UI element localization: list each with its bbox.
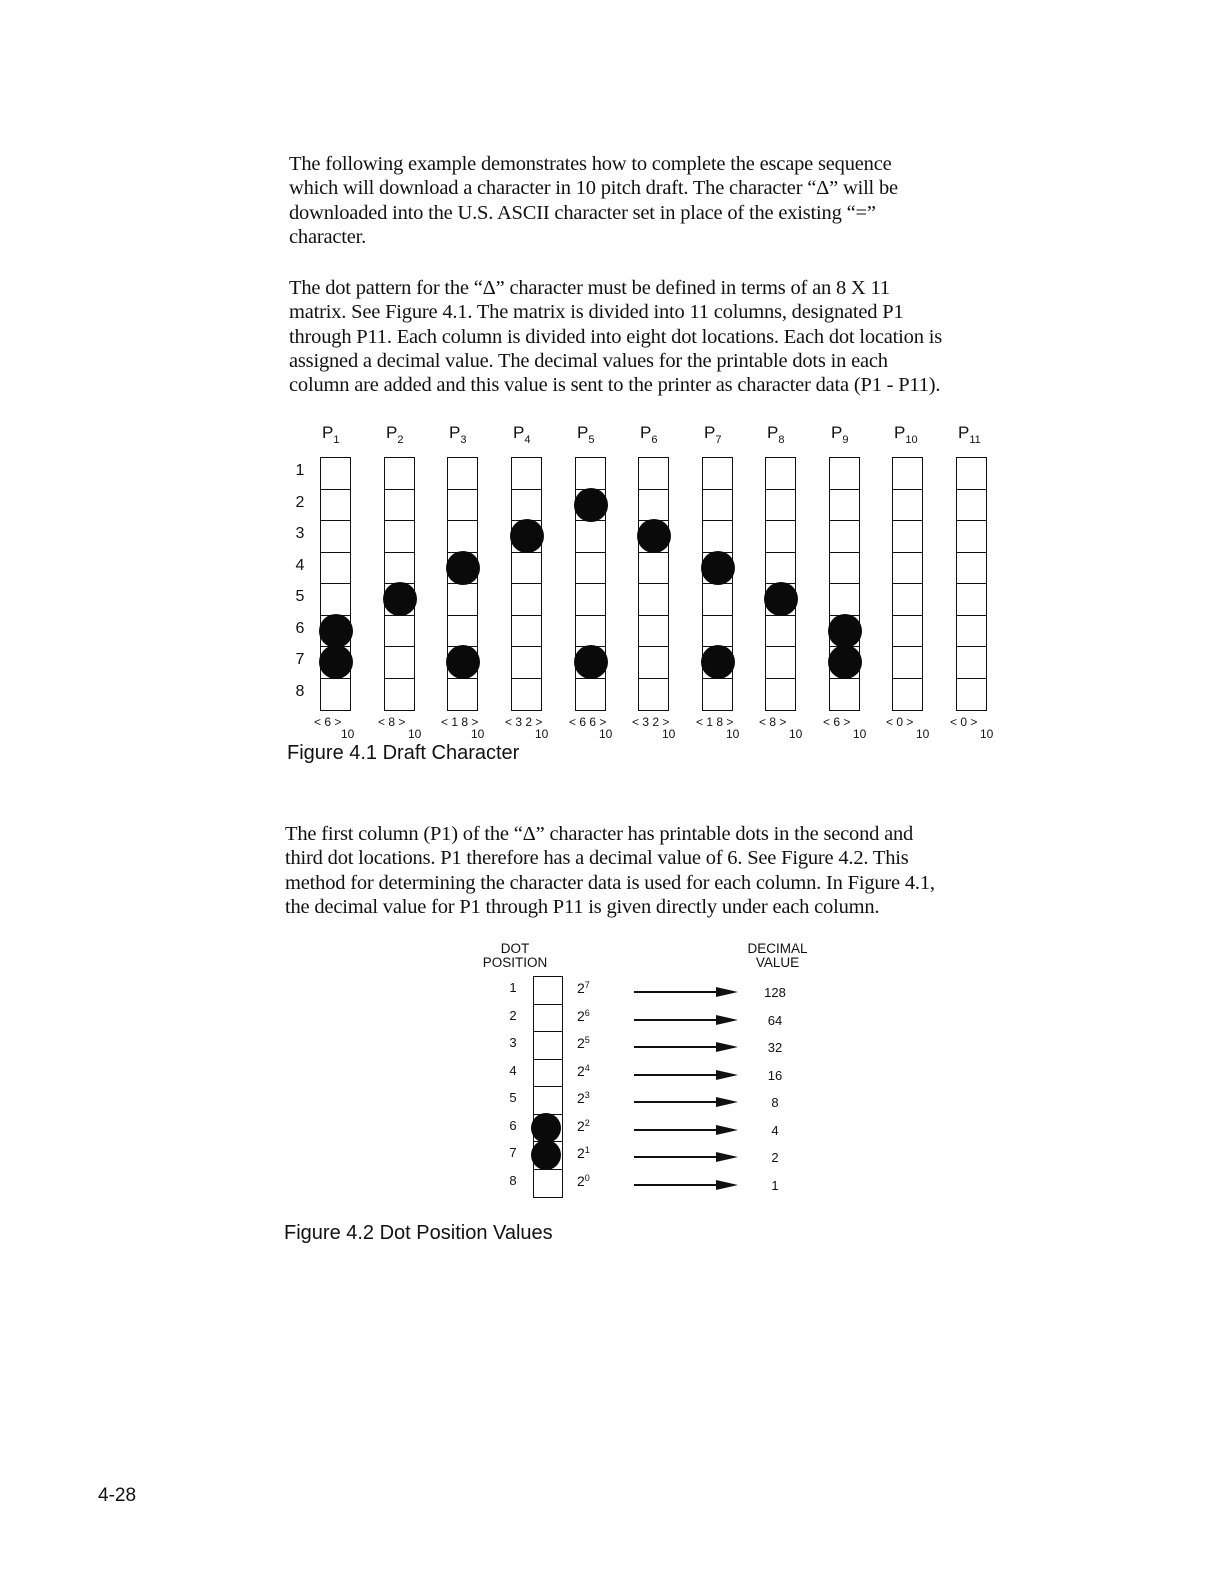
matrix-cell xyxy=(447,583,478,616)
matrix-cell xyxy=(638,583,669,616)
matrix-cell xyxy=(765,678,796,711)
column-subscript: 4 xyxy=(524,434,531,446)
matrix-cell xyxy=(765,646,796,679)
matrix-cell xyxy=(320,457,351,490)
matrix-cell xyxy=(320,678,351,711)
column-header xyxy=(767,423,807,446)
printable-dot xyxy=(531,1113,561,1143)
header-line: DECIMAL xyxy=(747,941,808,956)
right-arrow-icon xyxy=(634,1046,734,1048)
matrix-cell xyxy=(956,552,987,585)
row-label: 6 xyxy=(295,619,305,637)
matrix-cell xyxy=(384,457,415,490)
row-label: 5 xyxy=(295,588,305,605)
matrix-cell xyxy=(638,646,669,679)
first-column-paragraph xyxy=(285,822,1015,919)
column-header xyxy=(322,423,362,446)
power-exponent: 1 xyxy=(584,1145,590,1155)
matrix-cell xyxy=(511,615,542,648)
matrix-cell xyxy=(638,552,669,585)
decimal-value: 128 xyxy=(764,985,786,1000)
column-subscript: 9 xyxy=(842,434,849,446)
matrix-cell xyxy=(447,615,478,648)
dot-position-number: 7 xyxy=(509,1145,517,1160)
dot-position-number: 3 xyxy=(509,1035,517,1050)
matrix-cell xyxy=(511,646,542,679)
power-exponent: 6 xyxy=(584,1007,590,1018)
printable-dot xyxy=(574,645,608,679)
dot-position-number: 1 xyxy=(509,980,517,995)
matrix-cell xyxy=(956,583,987,616)
matrix-cell xyxy=(384,646,415,679)
matrix-cell xyxy=(765,489,796,522)
matrix-cell xyxy=(384,520,415,553)
figure-4-2-caption: Figure 4.2 Dot Position Values xyxy=(284,1222,553,1244)
right-arrow-icon xyxy=(634,1074,734,1076)
matrix-cell xyxy=(829,520,860,553)
decimal-value-header xyxy=(735,942,820,970)
intro-paragraph xyxy=(289,152,1019,249)
matrix-cell xyxy=(575,583,606,616)
matrix-cell xyxy=(384,615,415,648)
dot-position-cell xyxy=(533,1059,563,1088)
matrix-cell xyxy=(511,552,542,585)
matrix-cell xyxy=(575,520,606,553)
power-of-two xyxy=(577,980,590,996)
paragraph-line: through P11. Each column is divided into eight dot locations. Each dot location is xyxy=(289,325,942,348)
column-letter: P xyxy=(322,423,334,442)
power-exponent: 0 xyxy=(584,1172,590,1183)
column-header xyxy=(958,423,998,446)
matrix-cell xyxy=(638,615,669,648)
matrix-cell xyxy=(638,678,669,711)
matrix-cell xyxy=(702,457,733,490)
decimal-value: 2 xyxy=(771,1150,779,1165)
printable-dot xyxy=(319,614,353,648)
matrix-cell xyxy=(702,615,733,648)
right-arrow-icon xyxy=(634,1129,734,1131)
matrix-cell xyxy=(892,678,923,711)
paragraph-line: which will download a character in 10 pitch draft. The character “Δ” will be xyxy=(289,177,898,200)
column-decimal: < 6 6 > xyxy=(569,715,607,729)
page-number: 4-28 xyxy=(98,1485,137,1506)
column-letter: P xyxy=(577,423,589,442)
column-subscript: 2 xyxy=(397,434,404,446)
matrix-cell xyxy=(511,678,542,711)
paragraph-line: The first column (P1) of the “Δ” character has printable dots in the second and xyxy=(285,823,914,845)
dot-position-number: 2 xyxy=(509,1007,517,1023)
dot-position-cell xyxy=(533,1169,563,1198)
row-label: 4 xyxy=(295,556,305,574)
column-subscript: 6 xyxy=(651,434,658,446)
printable-dot xyxy=(510,519,544,553)
printable-dot xyxy=(446,645,480,679)
paragraph-line: The dot pattern for the “Δ” character must be defined in terms of an 8 X 11 xyxy=(289,277,890,299)
matrix-cell xyxy=(892,583,923,616)
column-subscript: 1 xyxy=(333,434,340,446)
dot-position-number: 6 xyxy=(509,1117,517,1133)
column-base: 10 xyxy=(916,727,930,741)
power-exponent: 7 xyxy=(584,980,590,990)
decimal-value: 4 xyxy=(771,1122,779,1138)
power-base: 2 xyxy=(577,1090,585,1106)
column-decimal: < 6 > xyxy=(314,715,342,729)
column-subscript: 8 xyxy=(778,434,785,446)
matrix-cell xyxy=(384,678,415,711)
column-letter: P xyxy=(958,423,970,442)
matrix-cell xyxy=(320,489,351,522)
printable-dot xyxy=(637,519,671,553)
matrix-cell xyxy=(829,489,860,522)
column-decimal: < 8 > xyxy=(759,715,787,729)
column-decimal: < 0 > xyxy=(950,715,978,729)
matrix-cell xyxy=(892,457,923,490)
matrix-cell xyxy=(892,615,923,648)
matrix-cell xyxy=(320,552,351,585)
matrix-cell xyxy=(575,457,606,490)
column-subscript: 11 xyxy=(969,434,981,446)
matrix-cell xyxy=(447,678,478,711)
matrix-cell xyxy=(765,457,796,490)
printable-dot xyxy=(828,614,862,648)
power-of-two xyxy=(577,1145,590,1161)
column-base: 10 xyxy=(980,727,994,741)
power-of-two xyxy=(577,1035,590,1051)
right-arrow-icon xyxy=(634,1156,734,1158)
column-decimal: < 0 > xyxy=(886,715,914,729)
matrix-cell xyxy=(956,520,987,553)
printable-dot xyxy=(383,582,417,616)
paragraph-line: method for determining the character data is used for each column. In Figure 4.1, xyxy=(285,871,935,894)
column-letter: P xyxy=(894,423,906,442)
column-base: 10 xyxy=(789,727,803,741)
matrix-cell xyxy=(765,552,796,585)
power-base: 2 xyxy=(577,1117,585,1134)
decimal-value: 8 xyxy=(771,1095,779,1110)
printable-dot xyxy=(446,551,480,585)
matrix-cell xyxy=(702,583,733,616)
matrix-cell xyxy=(956,678,987,711)
power-of-two xyxy=(577,1090,590,1106)
power-base: 2 xyxy=(577,1007,585,1024)
column-base: 10 xyxy=(599,727,613,741)
column-decimal: < 1 8 > xyxy=(441,715,479,729)
column-header xyxy=(449,423,489,446)
column-letter: P xyxy=(640,423,652,442)
decimal-value: 1 xyxy=(771,1177,779,1193)
dot-pattern-paragraph xyxy=(289,276,1019,397)
decimal-value: 32 xyxy=(767,1040,783,1055)
row-label: 8 xyxy=(295,682,305,700)
column-letter: P xyxy=(767,423,779,442)
column-base: 10 xyxy=(408,727,422,741)
matrix-cell xyxy=(892,552,923,585)
paragraph-line: column are added and this value is sent to the printer as character data (P1 - P11). xyxy=(289,374,941,397)
matrix-cell xyxy=(575,615,606,648)
matrix-cell xyxy=(447,489,478,522)
power-exponent: 3 xyxy=(584,1090,590,1100)
column-header xyxy=(894,423,934,446)
matrix-cell xyxy=(956,457,987,490)
matrix-cell xyxy=(829,678,860,711)
matrix-cell xyxy=(765,520,796,553)
matrix-cell xyxy=(575,678,606,711)
dot-position-number: 4 xyxy=(509,1062,517,1078)
power-of-two xyxy=(577,1008,590,1024)
right-arrow-icon xyxy=(634,1184,734,1186)
printable-dot xyxy=(574,488,608,522)
matrix-cell xyxy=(511,489,542,522)
column-header xyxy=(704,423,744,446)
matrix-cell xyxy=(320,583,351,616)
matrix-cell xyxy=(702,678,733,711)
matrix-cell xyxy=(638,489,669,522)
column-header xyxy=(386,423,426,446)
matrix-cell xyxy=(892,646,923,679)
header-line: DOT xyxy=(500,941,530,956)
column-base: 10 xyxy=(471,727,485,741)
power-base: 2 xyxy=(577,1062,585,1079)
matrix-cell xyxy=(384,552,415,585)
power-of-two xyxy=(577,1173,590,1189)
matrix-cell xyxy=(702,520,733,553)
dot-position-cell xyxy=(533,1031,563,1060)
column-decimal: < 3 2 > xyxy=(632,715,670,729)
matrix-cell xyxy=(447,520,478,553)
matrix-cell xyxy=(956,489,987,522)
paragraph-line: the decimal value for P1 through P11 is given directly under each column. xyxy=(285,895,880,918)
power-exponent: 5 xyxy=(584,1035,590,1045)
printable-dot xyxy=(764,582,798,616)
column-base: 10 xyxy=(341,727,355,741)
column-subscript: 7 xyxy=(715,434,722,446)
column-base: 10 xyxy=(662,727,676,741)
matrix-cell xyxy=(320,520,351,553)
right-arrow-icon xyxy=(634,1019,734,1021)
column-header xyxy=(831,423,871,446)
column-letter: P xyxy=(513,423,525,442)
paragraph-line: The following example demonstrates how to complete the escape sequence xyxy=(289,153,892,175)
power-exponent: 4 xyxy=(584,1062,590,1073)
column-subscript: 5 xyxy=(588,434,595,446)
power-of-two xyxy=(577,1118,590,1134)
matrix-cell xyxy=(511,457,542,490)
column-letter: P xyxy=(386,423,398,442)
paragraph-line: matrix. See Figure 4.1. The matrix is divided into 11 columns, designated P1 xyxy=(289,301,904,324)
power-base: 2 xyxy=(577,1172,585,1189)
matrix-cell xyxy=(765,615,796,648)
header-line: VALUE xyxy=(755,955,800,970)
header-line: POSITION xyxy=(482,955,548,970)
paragraph-line: character. xyxy=(289,225,367,248)
power-of-two xyxy=(577,1063,590,1079)
decimal-value: 16 xyxy=(767,1067,783,1083)
column-subscript: 10 xyxy=(905,434,918,446)
row-label: 2 xyxy=(295,493,305,511)
power-exponent: 2 xyxy=(584,1117,590,1128)
matrix-cell xyxy=(384,489,415,522)
column-header xyxy=(513,423,553,446)
matrix-cell xyxy=(829,583,860,616)
power-base: 2 xyxy=(577,1145,585,1161)
matrix-cell xyxy=(956,615,987,648)
decimal-value: 64 xyxy=(767,1012,783,1028)
column-decimal: < 3 2 > xyxy=(505,715,543,729)
paragraph-line: assigned a decimal value. The decimal values for the printable dots in each xyxy=(289,349,888,372)
row-label: 3 xyxy=(295,525,305,542)
printable-dot xyxy=(319,645,353,679)
matrix-cell xyxy=(447,457,478,490)
column-header xyxy=(640,423,680,446)
figure-4-1-caption: Figure 4.1 Draft Character xyxy=(287,742,520,764)
column-decimal: < 6 > xyxy=(823,715,851,729)
matrix-cell xyxy=(956,646,987,679)
column-subscript: 3 xyxy=(460,434,467,446)
matrix-cell xyxy=(511,583,542,616)
printable-dot xyxy=(828,645,862,679)
dot-position-cell xyxy=(533,976,563,1005)
printable-dot xyxy=(701,551,735,585)
matrix-cell xyxy=(892,489,923,522)
paragraph-line: third dot locations. P1 therefore has a decimal value of 6. See Figure 4.2. This xyxy=(285,847,909,870)
row-label: 7 xyxy=(295,651,305,668)
paragraph-line: downloaded into the U.S. ASCII character set in place of the existing “=” xyxy=(289,201,876,224)
dot-position-cell xyxy=(533,1086,563,1115)
column-letter: P xyxy=(831,423,843,442)
column-decimal: < 8 > xyxy=(378,715,406,729)
column-letter: P xyxy=(704,423,716,442)
column-base: 10 xyxy=(726,727,740,741)
power-base: 2 xyxy=(577,980,585,996)
matrix-cell xyxy=(702,489,733,522)
matrix-cell xyxy=(638,457,669,490)
right-arrow-icon xyxy=(634,991,734,993)
dot-position-header xyxy=(470,942,560,970)
dot-position-number: 8 xyxy=(509,1172,517,1188)
column-letter: P xyxy=(449,423,461,442)
printable-dot xyxy=(531,1140,561,1170)
column-decimal: < 1 8 > xyxy=(696,715,734,729)
matrix-cell xyxy=(892,520,923,553)
column-base: 10 xyxy=(853,727,867,741)
row-label: 1 xyxy=(295,462,305,479)
column-base: 10 xyxy=(535,727,549,741)
matrix-cell xyxy=(829,552,860,585)
column-header xyxy=(577,423,617,446)
power-base: 2 xyxy=(577,1035,585,1051)
printable-dot xyxy=(701,645,735,679)
dot-position-cell xyxy=(533,1004,563,1033)
matrix-cell xyxy=(829,457,860,490)
right-arrow-icon xyxy=(634,1101,734,1103)
matrix-cell xyxy=(575,552,606,585)
dot-position-number: 5 xyxy=(509,1090,517,1105)
